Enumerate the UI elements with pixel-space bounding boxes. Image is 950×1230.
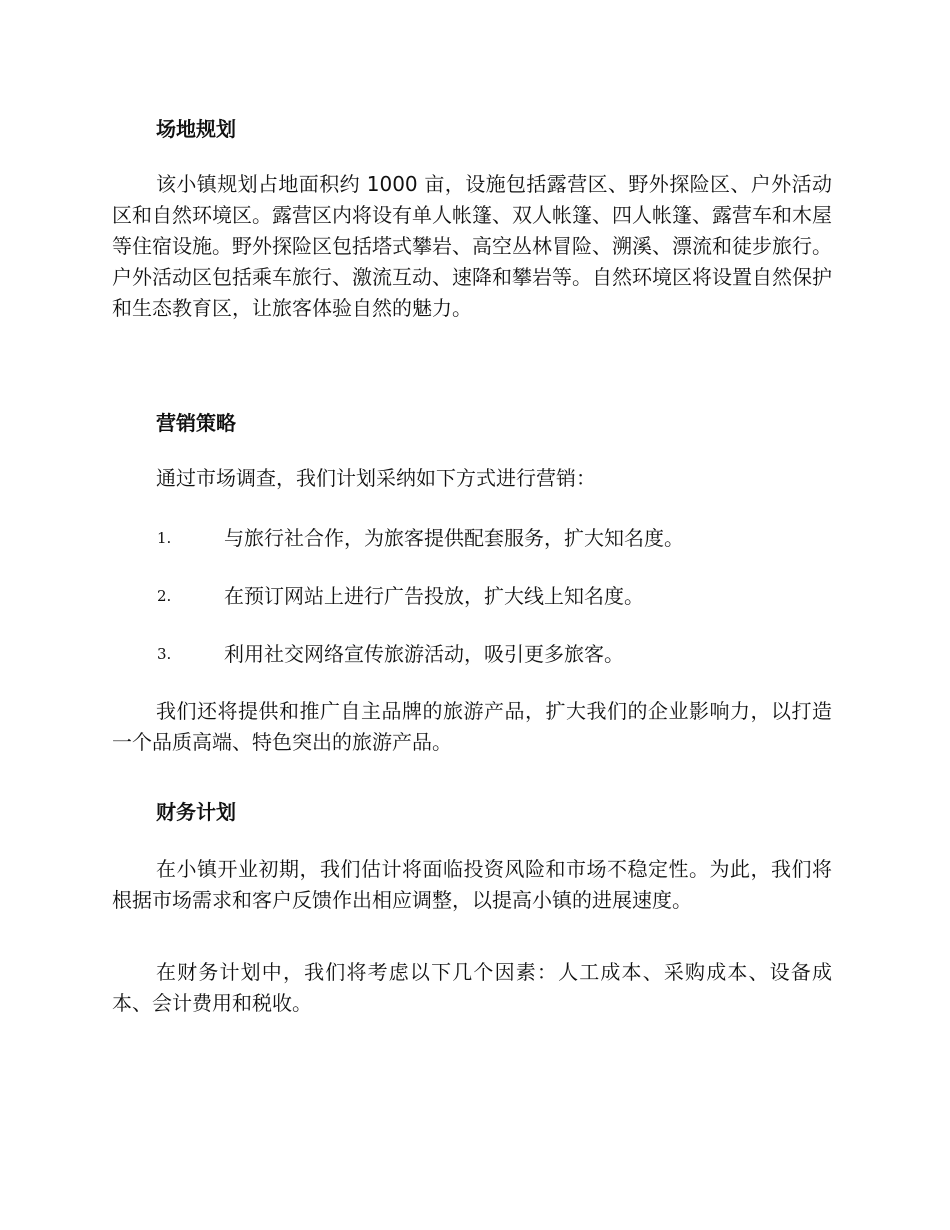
list-text: 在预订网站上进行广告投放，扩大线上知名度。 bbox=[224, 584, 644, 608]
list-number: 2. bbox=[157, 587, 172, 605]
section-heading-marketing: 营销策略 bbox=[156, 411, 236, 435]
section-heading-finance: 财务计划 bbox=[156, 800, 236, 824]
list-text: 与旅行社合作，为旅客提供配套服务，扩大知名度。 bbox=[224, 526, 684, 550]
section-heading-site-planning: 场地规划 bbox=[156, 117, 236, 141]
list-number: 3. bbox=[157, 645, 172, 663]
finance-paragraph-1: 在小镇开业初期，我们估计将面临投资风险和市场不稳定性。为此，我们将根据市场需求和客户反馈作出相应调整，以提高小镇的进展速度。 bbox=[112, 857, 832, 912]
marketing-closing: 我们还将提供和推广自主品牌的旅游产品，扩大我们的企业影响力，以打造一个品质高端、特色突出的旅游产品。 bbox=[112, 699, 832, 754]
list-number: 1. bbox=[157, 529, 172, 547]
marketing-intro: 通过市场调查，我们计划采纳如下方式进行营销： bbox=[156, 466, 596, 490]
list-text: 利用社交网络宣传旅游活动，吸引更多旅客。 bbox=[224, 642, 624, 666]
finance-paragraph-2: 在财务计划中，我们将考虑以下几个因素：人工成本、采购成本、设备成本、会计费用和税收。 bbox=[112, 960, 832, 1015]
site-planning-paragraph: 该小镇规划占地面积约 1000 亩，设施包括露营区、野外探险区、户外活动区和自然环境区。露营区内将设有单人帐篷、双人帐篷、四人帐篷、露营车和木屋等住宿设施。野外探险区包括塔式攀岩、高空丛林冒险、溯溪、漂流和徒步旅行。户外活动区包括乘车旅行、激流互动、速降和攀岩等。自然环境区将设置自然保护和生态教育区，让旅客体验自然的魅力。 bbox=[112, 172, 832, 320]
